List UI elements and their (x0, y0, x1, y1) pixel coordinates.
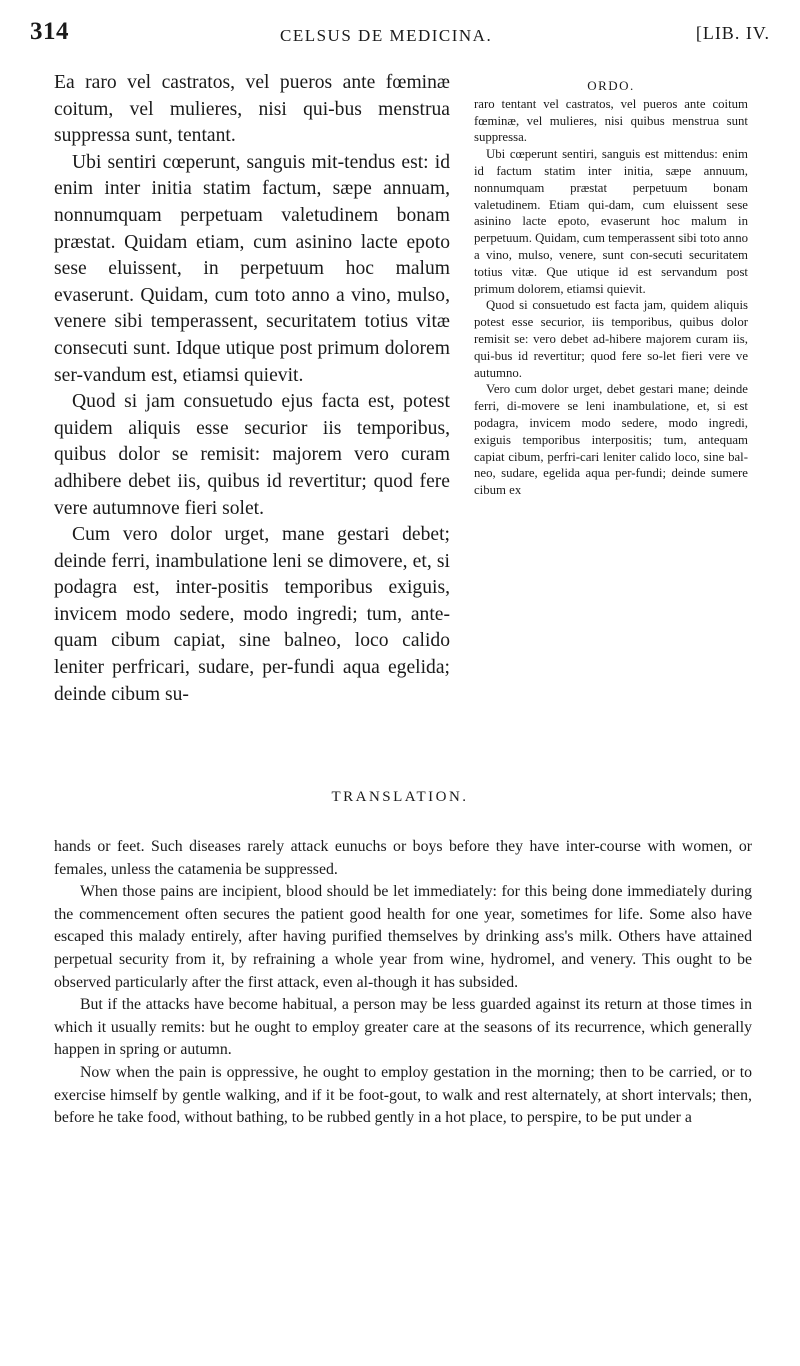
translation-text (54, 836, 752, 1130)
latin-text-column (54, 70, 450, 708)
ordo-paragraph: raro tentant vel castratos, vel pueros ante coitum fœminæ, vel mulieres, nisi quibus menstrua sunt suppressa. (474, 96, 748, 145)
translation-paragraph: When those pains are incipient, blood should be let immediately: for this being done immediately during the commencement often secures the patient good health for one year, sometimes for life. Some also have escaped this malady entirely, after having purified themselves by drinking ass's milk. Others have attained perpetual security from it, by refraining a whole year from wine, hydromel, and venery. This ought to be observed particularly after the first attack, even al-though it has subsided. (54, 883, 752, 991)
latin-paragraph: Cum vero dolor urget, mane gestari debet; deinde ferri, inambulatione leni se dimovere, et, si podagra est, inter-positis temporibus exiguis, invicem modo sedere, modo ingredi; tum, ante-quam cibum capiat, sine balneo, loco calido leniter perfricari, sudare, per-fundi aqua egelida; deinde cibum su- (54, 524, 450, 705)
running-title: CELSUS DE MEDICINA. (280, 26, 493, 45)
ordo-heading: ORDO. (587, 78, 635, 93)
translation-paragraph: But if the attacks have become habitual, a person may be less guarded against its return at those times in which it usually remits: but he ought to employ greater care at the seasons of its recurrence, which generally happen in spring or autumn. (54, 996, 752, 1059)
translation-paragraph: hands or feet. Such diseases rarely attack eunuchs or boys before they have inter-course with women, or females, unless the catamenia be suppressed. (54, 838, 752, 878)
latin-paragraph: Quod si jam consuetudo ejus facta est, potest quidem aliquis esse securior iis temporibus, quibus dolor se remisit: majorem vero curam adhibere debet iis, quibus id revertitur; quod fere vere autumnove fieri solet. (54, 391, 450, 519)
latin-paragraph: Ubi sentiri cœperunt, sanguis mit-tendus est: id enim inter initia statim factum, sæpe annuam, nonnumquam perpetuam valetudinem bonam præstat. Quidam etiam, cum asinino lacte epoto sese eluissent, in perpetuum hoc malum evaserunt. Quidam, cum toto anno a vino, mulso, venere sibi temperassent, securitatem totius vitæ consecuti sunt. Idque utique post primum dolorem ser-vandum est, etiamsi quievit. (54, 151, 450, 386)
ordo-paragraph: Vero cum dolor urget, debet gestari mane; deinde ferri, di-movere se leni inambulatione, et, si est podagra, invicem modo sedere, modo ingredi, exiguis temporibus interpositis; tum, antequam capiat cibum, perfri-cari leniter calido loco, sine bal-neo, sudare, egelida aqua per-fundi; deinde sumere cibum ex (474, 382, 748, 498)
latin-paragraph: Ea raro vel castratos, vel pueros ante fœminæ coitum, vel mulieres, nisi qui-bus menstrua suppressa sunt, tentant. (54, 72, 450, 147)
translation-heading: TRANSLATION. (331, 789, 469, 805)
translation-paragraph: Now when the pain is oppressive, he ought to employ gestation in the morning; then to be carried, or to exercise himself by gentle walking, and if it be foot-gout, to walk and rest alternately, at short intervals; then, before he take food, without bathing, to be rubbed gently in a hot place, to perspire, to be put under a (54, 1063, 752, 1127)
ordo-column (474, 78, 748, 499)
ordo-paragraph: Quod si consuetudo est facta jam, quidem aliquis potest esse securior, iis temporibus, quibus dolor remisit se: vero debet ad-hibere majorem curam iis, qui-bus id revertitur; quod fere so-let fieri vere ve autumno. (474, 298, 748, 380)
ordo-paragraph: Ubi cœperunt sentiri, sanguis est mittendus: enim id factum statim inter initia, sæpe annuum, nonnumquam præstat perpetuum bonam valetudinem. Etiam qui-dam, cum eluissent sese asinino lacte epoto, evaserunt hoc malum in perpetuum. Quidam, cum temperassent sibi toto anno a vino, mulso, venere, sunt con-secuti securitatem totius vitæ. Que utique id est servandum post primum dolorem, etiamsi quievit. (474, 147, 748, 296)
page-number: 314 (30, 18, 69, 45)
running-header (30, 18, 770, 52)
book-label: [LIB. IV. (695, 23, 770, 43)
